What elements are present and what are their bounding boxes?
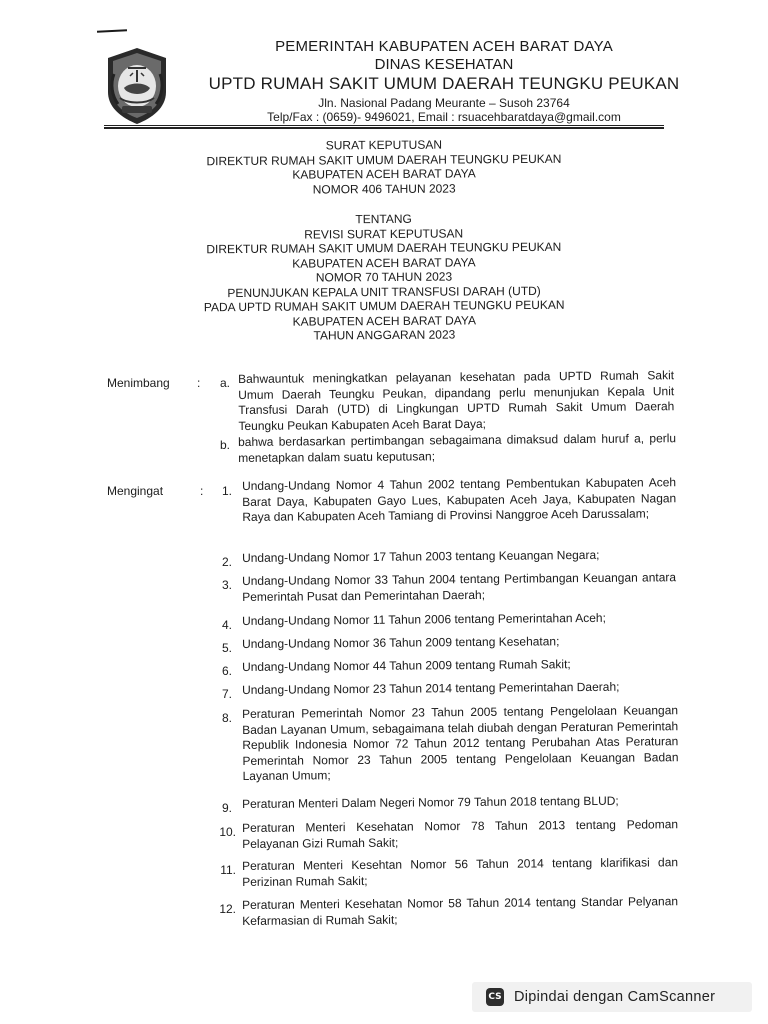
title-line: NOMOR 70 TAHUN 2023: [315, 269, 453, 285]
title-line: NOMOR 406 TAHUN 2023: [312, 181, 456, 196]
title-line: KABUPATEN ACEH BARAT DAYA: [292, 254, 476, 271]
menimbang-item-text: Bahwauntuk meningkatkan pelayanan kesehatan pada UPTD Rumah Sakit Umum Daerah Teungku Peukan, dipandang perlu menunjukan Kepala Unit Transfusi Darah (UTD) di Lingkungan UPTD Rumah Sakit Umum Daerah Teungku Peukan Kabupaten Aceh Barat Daya;: [238, 368, 675, 433]
title-line: DIREKTUR RUMAH SAKIT UMUM DAERAH TEUNGKU PEUKAN: [206, 239, 562, 257]
title-line: KABUPATEN ACEH BARAT DAYA: [292, 312, 477, 329]
title-line: DIREKTUR RUMAH SAKIT UMUM DAERAH TEUNGKU PEUKAN: [206, 151, 562, 168]
mengingat-item-marker: 9.: [221, 801, 232, 815]
mengingat-item-marker: 11.: [220, 863, 236, 877]
mengingat-colon: :: [200, 484, 204, 498]
mengingat-item-marker: 3.: [221, 578, 232, 592]
mengingat-label: Mengingat: [107, 484, 164, 498]
mengingat-item-marker: 10.: [219, 825, 236, 839]
mengingat-item-text: Undang-Undang Nomor 36 Tahun 2009 tentang Kesehatan;: [242, 634, 560, 651]
pen-mark: [97, 29, 127, 33]
mengingat-item-text: Undang-Undang Nomor 33 Tahun 2004 tentang Pertimbangan Keuangan antara Pemerintah Pusat dan Pemerintahan Daerah;: [242, 570, 677, 604]
mengingat-item-text: Peraturan Menteri Kesehatan Nomor 58 Tahun 2014 tentang Standar Pelyanan Kefarmasian di Rumah Sakit;: [242, 894, 679, 928]
mengingat-item-marker: 1.: [221, 484, 232, 498]
mengingat-item-marker: 6.: [221, 664, 232, 678]
mengingat-item-text: Peraturan Menteri Dalam Negeri Nomor 79 Tahun 2018 tentang BLUD;: [242, 793, 619, 811]
decree-title: [0, 135, 768, 198]
mengingat-item-text: Peraturan Menteri Kesehtan Nomor 56 Tahun 2014 tentang klarifikasi dan Perizinan Rumah Sakit;: [242, 855, 679, 889]
mengingat-item-marker: 7.: [221, 687, 232, 701]
title-line: PENUNJUKAN KEPALA UNIT TRANSFUSI DARAH (UTD): [227, 283, 541, 300]
title-line: REVISI SURAT KEPUTUSAN: [304, 225, 464, 242]
camscanner-watermark: [472, 982, 752, 1012]
mengingat-item-marker: 4.: [221, 618, 232, 632]
letterhead-hospital: UPTD RUMAH SAKIT UMUM DAERAH TEUNGKU PEUKAN: [208, 74, 680, 93]
letterhead-divider-bottom: [104, 127, 664, 129]
menimbang-item-marker: a.: [219, 376, 230, 390]
letterhead-government: PEMERINTAH KABUPATEN ACEH BARAT DAYA: [275, 38, 613, 55]
mengingat-item-text: Peraturan Pemerintah Nomor 23 Tahun 2005 tentang Pengelolaan Keuangan Badan Layanan Umum, sebagaimana telah diubah dengan Peraturan Pemerintah Republik Indonesia Nomor 72 Tahun 2012 tentang Perubahan Atas Peraturan Pemerintah Nomor 23 Tahun 2005 tentang Pengelolaan Keuangan Badan Layanan Umum;: [242, 703, 679, 783]
menimbang-item-marker: b.: [219, 438, 230, 452]
decree-subject: [0, 209, 768, 345]
mengingat-item-text: Peraturan Menteri Kesehatan Nomor 78 Tahun 2013 tentang Pedoman Pelayanan Gizi Rumah Sakit;: [242, 817, 679, 851]
mengingat-item-marker: 2.: [221, 555, 232, 569]
title-line: TENTANG: [355, 211, 412, 227]
title-line: TAHUN ANGGARAN 2023: [313, 327, 456, 343]
mengingat-item-text: Undang-Undang Nomor 4 Tahun 2002 tentang Pembentukan Kabupaten Aceh Barat Daya, Kabupaten Gayo Lues, Kabupaten Aceh Jaya, Kabupaten Nagan Raya dan Kabupaten Aceh Tamiang di Provinsi Nanggroe Aceh Darussalam;: [242, 475, 677, 524]
letterhead-contact: Telp/Fax : (0659)- 9496021, Email : rsuacehbaratdaya@gmail.com: [267, 110, 621, 124]
mengingat-item-text: Undang-Undang Nomor 23 Tahun 2014 tentang Pemerintahan Daerah;: [242, 679, 620, 697]
mengingat-item-marker: 5.: [221, 641, 232, 655]
mengingat-item-text: Undang-Undang Nomor 44 Tahun 2009 tentang Rumah Sakit;: [242, 657, 571, 674]
title-line: PADA UPTD RUMAH SAKIT UMUM DAERAH TEUNGKU PEUKAN: [203, 297, 565, 315]
menimbang-item-text: bahwa berdasarkan pertimbangan sebagaimana dimaksud dalam huruf a, perlu menetapkan dalam suatu keputusan;: [238, 431, 677, 465]
letterhead-address: Jln. Nasional Padang Meurante – Susoh 23764: [318, 96, 570, 110]
mengingat-item-marker: 8.: [221, 711, 232, 725]
menimbang-colon: :: [197, 376, 201, 390]
mengingat-item-text: Undang-Undang Nomor 11 Tahun 2006 tentang Pemerintahan Aceh;: [242, 610, 606, 628]
letterhead-department: DINAS KESEHATAN: [374, 56, 514, 73]
title-line: KABUPATEN ACEH BARAT DAYA: [292, 166, 476, 182]
camscanner-logo-icon: CS: [486, 988, 504, 1006]
mengingat-item-text: Undang-Undang Nomor 17 Tahun 2003 tentang Keuangan Negara;: [242, 547, 600, 565]
mengingat-item-marker: 12.: [219, 902, 236, 916]
menimbang-label: Menimbang: [107, 376, 170, 390]
title-line: SURAT KEPUTUSAN: [325, 137, 443, 153]
camscanner-text: Dipindai dengan CamScanner: [514, 989, 716, 1005]
letterhead-divider-top: [104, 125, 664, 126]
